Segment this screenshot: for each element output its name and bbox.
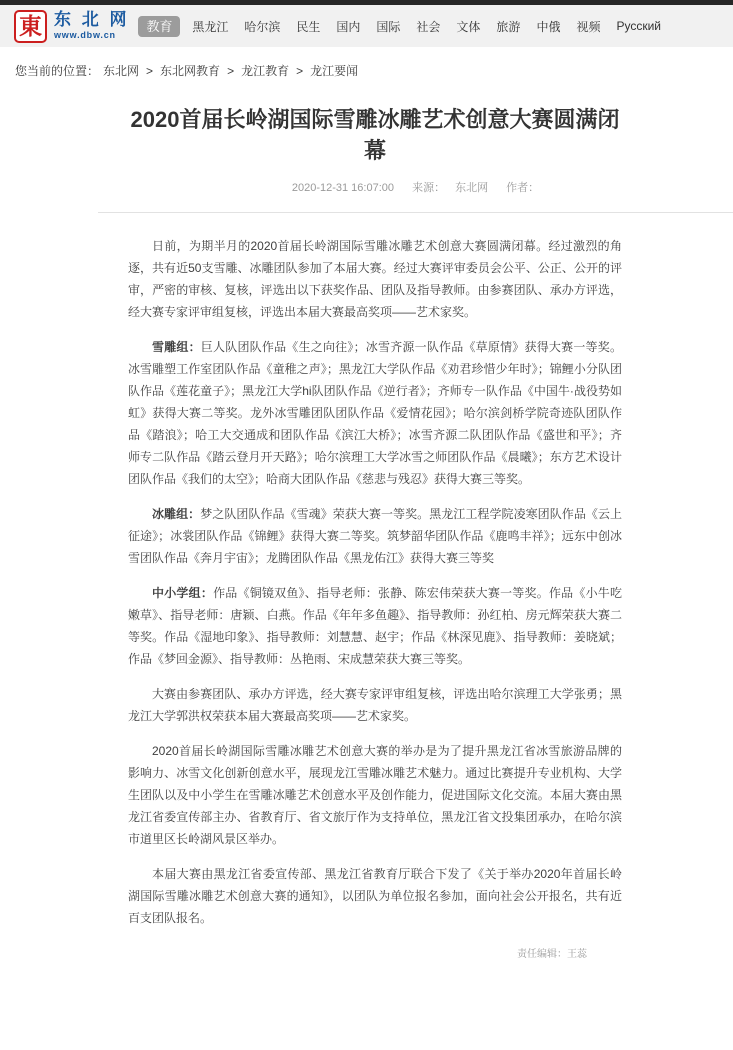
article-paragraph: 雪雕组：巨人队团队作品《生之向往》；冰雪齐源一队作品《草原情》获得大赛一等奖。冰雪雕塑工作室团队作品《童稚之声》；黑龙江大学队作品《劝君珍惜少年时》；锦鲤小分队团队作品《莲花童子》；黑龙江大学hi队团队作品《逆行者》；齐师专一队作品《中国牛·战役势如虹》获得大赛二等奖。龙外冰雪雕团队团队作品《爱情花园》；哈尔滨剑桥学院奇迹队团队作品《踏浪》；哈工大交通成和团队作品《滨江大桥》；冰雪齐源二队团队作品《盛世和平》；齐师专二队作品《踏云登月开天路》；哈尔滨理工大学冰雪之师团队作品《晨曦》；东方艺术设计团队作品《我们的太空》；哈商大团队作品《慈悲与残忍》获得大赛三等奖。 <box>128 340 622 486</box>
source-value[interactable]: 东北网 <box>455 182 489 194</box>
nav-link[interactable]: 民生 <box>296 19 321 34</box>
source <box>407 182 493 194</box>
site-header <box>0 5 733 47</box>
paragraph-lead: 中小学组： <box>152 586 214 600</box>
nav-link[interactable]: 国内 <box>336 19 361 34</box>
nav-link[interactable]: 中俄 <box>536 19 561 34</box>
article-paragraph: 冰雕组：梦之队团队作品《雪魂》荣获大赛一等奖。黑龙江工程学院凌寒团队作品《云上征途》；冰裳团队作品《锦鲤》获得大赛二等奖。筑梦韶华团队作品《鹿鸣丰祥》；远东中创冰雪团队作品《奔月宇宙》；龙腾团队作品《黑龙佑江》获得大赛三等奖 <box>128 507 622 565</box>
breadcrumb-link[interactable]: 东北网 <box>103 64 140 78</box>
education-channel-badge[interactable]: 教育 <box>138 16 180 37</box>
site-url: www.dbw.cn <box>54 29 116 40</box>
article-title: 2020首届长岭湖国际雪雕冰雕艺术创意大赛圆满闭幕 <box>130 107 620 163</box>
site-logo[interactable] <box>14 10 180 43</box>
article-meta <box>98 179 733 195</box>
article-paragraph: 本届大赛由黑龙江省委宣传部、黑龙江省教育厅联合下发了《关于举办2020年首届长岭湖国际雪雕冰雕艺术创意大赛的通知》，以团队为单位报名参加，面向社会公开报名，共有近百支团队报名。 <box>128 867 622 925</box>
nav-link[interactable]: 文体 <box>456 19 481 34</box>
breadcrumb-link[interactable]: 东北网教育 <box>160 64 221 78</box>
editor-credit: 责任编辑：王蕊 <box>517 949 587 960</box>
top-nav <box>192 18 661 35</box>
article-body <box>98 213 733 929</box>
breadcrumb-link[interactable]: 龙江教育 <box>241 64 290 78</box>
nav-link[interactable]: Русский <box>616 19 661 33</box>
logo-text-block <box>54 11 129 40</box>
nav-link[interactable]: 旅游 <box>496 19 521 34</box>
breadcrumb-separator: > <box>227 64 235 78</box>
breadcrumb <box>0 47 733 90</box>
nav-link[interactable]: 哈尔滨 <box>244 19 281 34</box>
author-label: 作者： <box>506 182 540 194</box>
article-paragraph: 2020首届长岭湖国际雪雕冰雕艺术创意大赛的举办是为了提升黑龙江省冰雪旅游品牌的影响力、冰雪文化创新创意水平，展现龙江雪雕冰雕艺术魅力。通过比赛提升专业机构、大学生团队以及中小学生在雪雕冰雕艺术创意水平及创作能力，促进国际文化交流。本届大赛由黑龙江省委宣传部主办、省教育厅、省文旅厅作为支持单位，黑龙江省文投集团承办，在哈尔滨市道里区长岭湖风景区举办。 <box>128 744 622 846</box>
paragraph-lead: 冰雕组： <box>152 507 201 521</box>
breadcrumb-separator: > <box>146 64 154 78</box>
nav-link[interactable]: 社会 <box>416 19 441 34</box>
site-name: 东 北 网 <box>54 10 130 30</box>
publish-datetime: 2020-12-31 16:07:00 <box>291 182 395 194</box>
source-label: 来源： <box>412 182 446 194</box>
article-paragraph: 大赛由参赛团队、承办方评选，经大赛专家评审组复核，评选出哈尔滨理工大学张勇；黑龙江大学郭洪权荣获本届大赛最高奖项——艺术家奖。 <box>128 687 622 723</box>
nav-link[interactable]: 视频 <box>576 19 601 34</box>
paragraph-lead: 雪雕组： <box>152 340 201 354</box>
breadcrumb-label: 您当前的位置： <box>15 64 100 78</box>
breadcrumb-separator: > <box>296 64 304 78</box>
breadcrumb-link[interactable]: 龙江要闻 <box>310 64 359 78</box>
article-paragraph: 中小学组：作品《铜镜双鱼》、指导老师：张静、陈宏伟荣获大赛一等奖。作品《小牛吃嫩草》、指导老师：唐颖、白燕。作品《年年多鱼趣》、指导教师：孙红柏、房元辉荣获大赛二等奖。作品《湿地印象》、指导教师：刘慧慧、赵宇；作品《林深见鹿》、指导教师：姜晓斌；作品《梦回金源》、指导教师：丛艳雨、宋成慧荣获大赛三等奖。 <box>128 586 622 666</box>
logo-stamp-icon: 東 <box>14 10 47 43</box>
article-paragraph: 日前，为期半月的2020首届长岭湖国际雪雕冰雕艺术创意大赛圆满闭幕。经过激烈的角逐，共有近50支雪雕、冰雕团队参加了本届大赛。经过大赛评审委员会公平、公正、公开的评审，严密的审核、复核，评选出以下获奖作品、团队及指导教师。由参赛团队、承办方评选，经大赛专家评审组复核，评选出本届大赛最高奖项——艺术家奖。 <box>128 239 622 319</box>
nav-link[interactable]: 黑龙江 <box>192 19 229 34</box>
article-container <box>98 90 733 960</box>
nav-link[interactable]: 国际 <box>376 19 401 34</box>
breadcrumb-trail <box>99 64 362 78</box>
